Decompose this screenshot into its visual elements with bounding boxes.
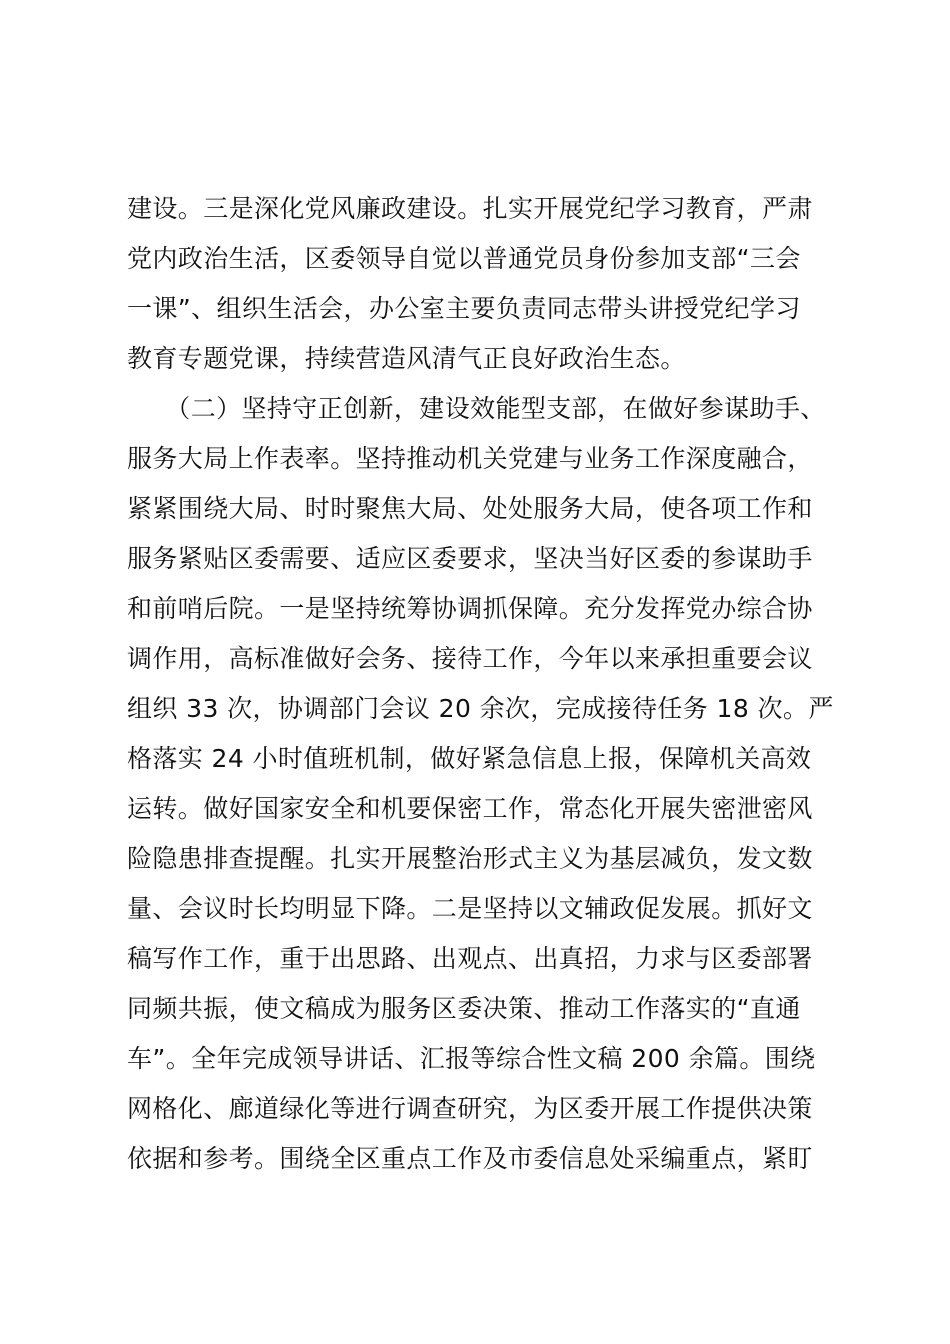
text-line: 车”。全年完成领导讲话、汇报等综合性文稿 200 余篇。围绕 [127,1044,816,1073]
text-line: 党内政治生活，区委领导自觉以普通党员身份参加支部“三会 [127,244,801,273]
text-line: 建设。三是深化党风廉政建设。扎实开展党纪学习教育，严肃 [127,194,813,223]
text-line: 运转。做好国家安全和机要保密工作，常态化开展失密泄密风 [127,794,813,823]
document-body [127,184,847,1184]
text-line: 格落实 24 小时值班机制，做好紧急信息上报，保障机关高效 [127,744,812,773]
text-line: 网格化、廊道绿化等进行调查研究，为区委开展工作提供决策 [127,1094,813,1123]
text-line: 调作用，高标准做好会务、接待工作，今年以来承担重要会议 [127,644,813,673]
text-line: 稿写作工作，重于出思路、出观点、出真招，力求与区委部署 [127,944,813,973]
text-line: 服务紧贴区委需要、适应区委要求，坚决当好区委的参谋助手 [127,544,813,573]
text-line: 量、会议时长均明显下降。二是坚持以文辅政促发展。抓好文 [127,894,813,923]
text-line: 服务大局上作表率。坚持推动机关党建与业务工作深度融合， [127,444,813,473]
text-line: 教育专题党课，持续营造风清气正良好政治生态。 [127,344,686,373]
text-line: 险隐患排查提醒。扎实开展整治形式主义为基层减负，发文数 [127,844,813,873]
text-line: 和前哨后院。一是坚持统筹协调抓保障。充分发挥党办综合协 [127,594,813,623]
paragraph-start-line: （二）坚持守正创新，建设效能型支部，在做好参谋助手、 [127,394,826,423]
text-line: 组织 33 次，协调部门会议 20 余次，完成接待任务 18 次。严 [127,694,834,723]
text-line: 紧紧围绕大局、时时聚焦大局、处处服务大局，使各项工作和 [127,494,813,523]
text-line: 一课”、组织生活会，办公室主要负责同志带头讲授党纪学习 [127,294,801,323]
text-line: 同频共振，使文稿成为服务区委决策、推动工作落实的“直通 [127,994,801,1023]
text-line: 依据和参考。围绕全区重点工作及市委信息处采编重点，紧盯 [127,1144,813,1173]
